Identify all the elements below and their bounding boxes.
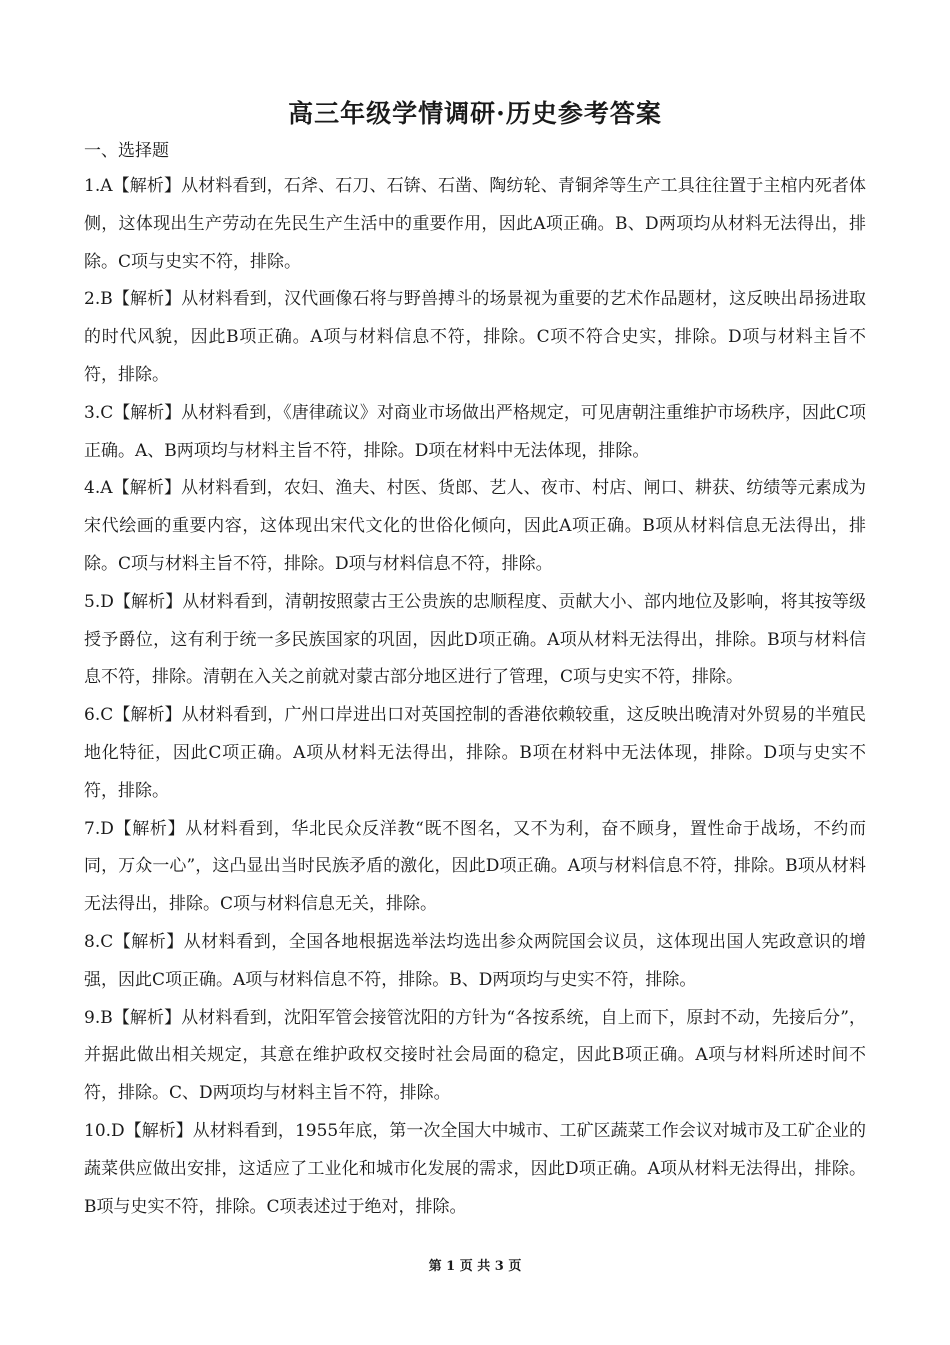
answer-item-1: 1.A【解析】从材料看到，石斧、石刀、石锛、石凿、陶纺轮、青铜斧等生产工具往往置于主棺内死者体侧，这体现出生产劳动在先民生产生活中的重要作用，因此A项正确。B、D两项均从材料无法得出，排除。C项与史实不符，排除。 [84, 176, 866, 272]
answer-item-8: 8.C【解析】从材料看到，全国各地根据选举法均选出参众两院国会议员，这体现出国人宪政意识的增强，因此C项正确。A项与材料信息不符，排除。B、D两项均与史实不符，排除。 [84, 931, 866, 990]
section-heading: 一、选择题 [84, 141, 169, 161]
answer-item-4: 4.A【解析】从材料看到，农妇、渔夫、村医、货郎、艺人、夜市、村店、闸口、耕获、纺绩等元素成为宋代绘画的重要内容，这体现出宋代文化的世俗化倾向，因此A项正确。B项从材料信息无法得出，排除。C项与材料主旨不符，排除。D项与材料信息不符，排除。 [84, 478, 866, 574]
answer-list [84, 168, 866, 1226]
answer-item-9: 9.B【解析】从材料看到，沈阳军管会接管沈阳的方针为“各按系统，自上而下，原封不动，先接后分”，并据此做出相关规定，其意在维护政权交接时社会局面的稳定，因此B项正确。A项与材料所述时间不符，排除。C、D两项均与材料主旨不符，排除。 [84, 1007, 866, 1104]
answer-item-3: 3.C【解析】从材料看到，《唐律疏议》对商业市场做出严格规定，可见唐朝注重维护市场秩序，因此C项正确。A、B两项均与材料主旨不符，排除。D项在材料中无法体现，排除。 [84, 402, 866, 461]
page-title: 高三年级学情调研·历史参考答案 [288, 99, 662, 128]
answer-item-2: 2.B【解析】从材料看到，汉代画像石将与野兽搏斗的场景视为重要的艺术作品题材，这反映出昂扬进取的时代风貌，因此B项正确。A项与材料信息不符，排除。C项不符合史实，排除。D项与材料主旨不符，排除。 [84, 289, 866, 385]
answer-item-6: 6.C【解析】从材料看到，广州口岸进出口对英国控制的香港依赖较重，这反映出晚清对外贸易的半殖民地化特征，因此C项正确。A项从材料无法得出，排除。B项在材料中无法体现，排除。D项与史实不符，排除。 [84, 705, 866, 801]
answer-item-10: 10.D【解析】从材料看到，1955年底，第一次全国大中城市、工矿区蔬菜工作会议对城市及工矿企业的蔬菜供应做出安排，这适应了工业化和城市化发展的需求，因此D项正确。A项从材料无法得出，排除。B项与史实不符，排除。C项表述过于绝对，排除。 [84, 1120, 866, 1217]
answer-item-5: 5.D【解析】从材料看到，清朝按照蒙古王公贵族的忠顺程度、贡献大小、部内地位及影响，将其按等级授予爵位，这有利于统一多民族国家的巩固，因此D项正确。A项从材料无法得出，排除。B项与材料信息不符，排除。清朝在入关之前就对蒙古部分地区进行了管理，C项与史实不符，排除。 [84, 591, 866, 688]
page-number-footer: 第 1 页 共 3 页 [428, 1259, 522, 1274]
answer-item-7: 7.D【解析】从材料看到，华北民众反洋教“既不图名，又不为利，奋不顾身，置性命于战场，不约而同，万众一心”，这凸显出当时民族矛盾的激化，因此D项正确。A项与材料信息不符，排除。B项从材料无法得出，排除。C项与材料信息无关，排除。 [84, 818, 866, 915]
